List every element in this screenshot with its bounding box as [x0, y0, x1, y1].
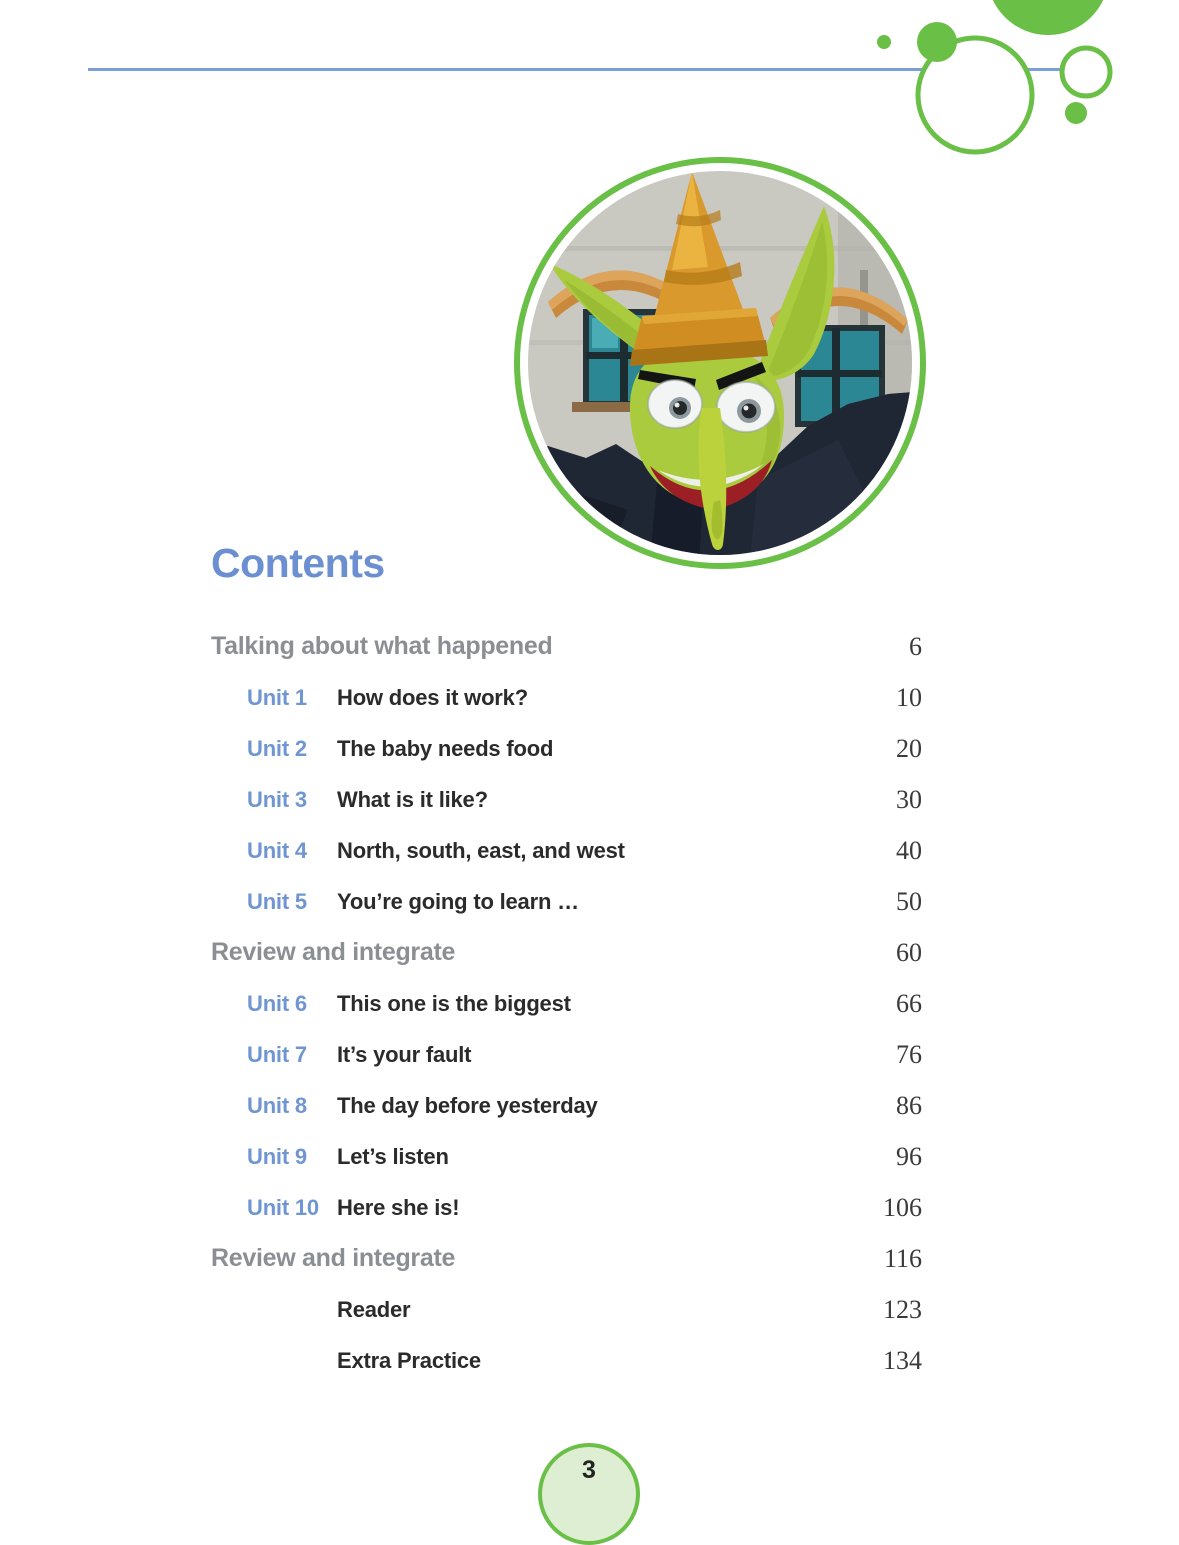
toc-entry-title: Talking about what happened: [211, 632, 553, 660]
toc-page-number: 123: [883, 1294, 922, 1324]
tiny-dot-icon: [877, 35, 891, 49]
toc-page-number: 134: [883, 1345, 922, 1375]
toc-unit-label: Unit 2: [247, 735, 307, 761]
toc-page-number: 50: [896, 886, 922, 916]
toc-page-number: 106: [883, 1192, 922, 1222]
toc-page-number: 30: [896, 784, 922, 814]
goblin-character-photo: [508, 150, 932, 574]
toc-unit-label: Unit 7: [247, 1041, 307, 1067]
toc-unit-label: Unit 6: [247, 990, 307, 1016]
toc-row: [211, 1029, 922, 1080]
toc-page-number: 60: [896, 937, 922, 967]
toc-unit-label: Unit 3: [247, 786, 307, 812]
toc-list: [211, 621, 922, 1386]
toc-entry-title: You’re going to learn …: [337, 888, 579, 914]
small-dot-icon: [1065, 102, 1087, 124]
toc-page-number: 116: [883, 1243, 922, 1273]
toc-entry-title: This one is the biggest: [337, 990, 571, 1016]
toc-page-number: 76: [896, 1039, 922, 1069]
toc-row: [211, 1335, 922, 1386]
toc-entry-title: Here she is!: [337, 1194, 460, 1220]
toc-page-number: 6: [909, 631, 922, 661]
toc-entry-title: Review and integrate: [211, 938, 456, 966]
toc-entry-title: North, south, east, and west: [337, 837, 625, 863]
toc-unit-label: Unit 9: [247, 1143, 307, 1169]
toc-page-number: 40: [896, 835, 922, 865]
toc-entry-title: What is it like?: [337, 786, 488, 812]
toc-row: [211, 723, 922, 774]
toc-page-number: 20: [896, 733, 922, 763]
toc-page-number: 10: [896, 682, 922, 712]
toc-unit-label: Unit 10: [247, 1194, 319, 1220]
toc-row: [211, 825, 922, 876]
toc-entry-title: Let’s listen: [337, 1143, 449, 1169]
page-title: Contents: [211, 540, 385, 586]
toc-row: [211, 621, 922, 672]
toc-page-number: 66: [896, 988, 922, 1018]
toc-row: [211, 978, 922, 1029]
toc-row: [211, 876, 922, 927]
toc-row: [211, 1182, 922, 1233]
toc-row: [211, 1131, 922, 1182]
small-ring-icon: [1062, 48, 1110, 96]
toc-row: [211, 1284, 922, 1335]
page-number: 3: [582, 1456, 596, 1484]
large-blob-circle-icon: [987, 0, 1109, 35]
toc-entry-title: How does it work?: [337, 684, 528, 710]
medium-dot-icon: [917, 22, 957, 62]
toc-row: [211, 774, 922, 825]
toc-page-number: 86: [896, 1090, 922, 1120]
toc-row: [211, 672, 922, 723]
photo-content: [508, 150, 932, 574]
character-portrait-frame: [508, 150, 932, 574]
toc-entry-title: Extra Practice: [337, 1347, 481, 1373]
toc-entry-title: The baby needs food: [337, 735, 554, 761]
toc-entry-title: The day before yesterday: [337, 1092, 598, 1118]
toc-row: [211, 1233, 922, 1284]
toc-row: [211, 1080, 922, 1131]
toc-page-number: 96: [896, 1141, 922, 1171]
toc-unit-label: Unit 1: [247, 684, 307, 710]
toc-unit-label: Unit 4: [247, 837, 307, 863]
toc-unit-label: Unit 5: [247, 888, 307, 914]
toc-entry-title: Reader: [337, 1296, 411, 1322]
toc-entry-title: It’s your fault: [337, 1041, 472, 1067]
toc-entry-title: Review and integrate: [211, 1244, 456, 1272]
toc-row: [211, 927, 922, 978]
toc-unit-label: Unit 8: [247, 1092, 307, 1118]
page-number-badge: [538, 1443, 640, 1545]
